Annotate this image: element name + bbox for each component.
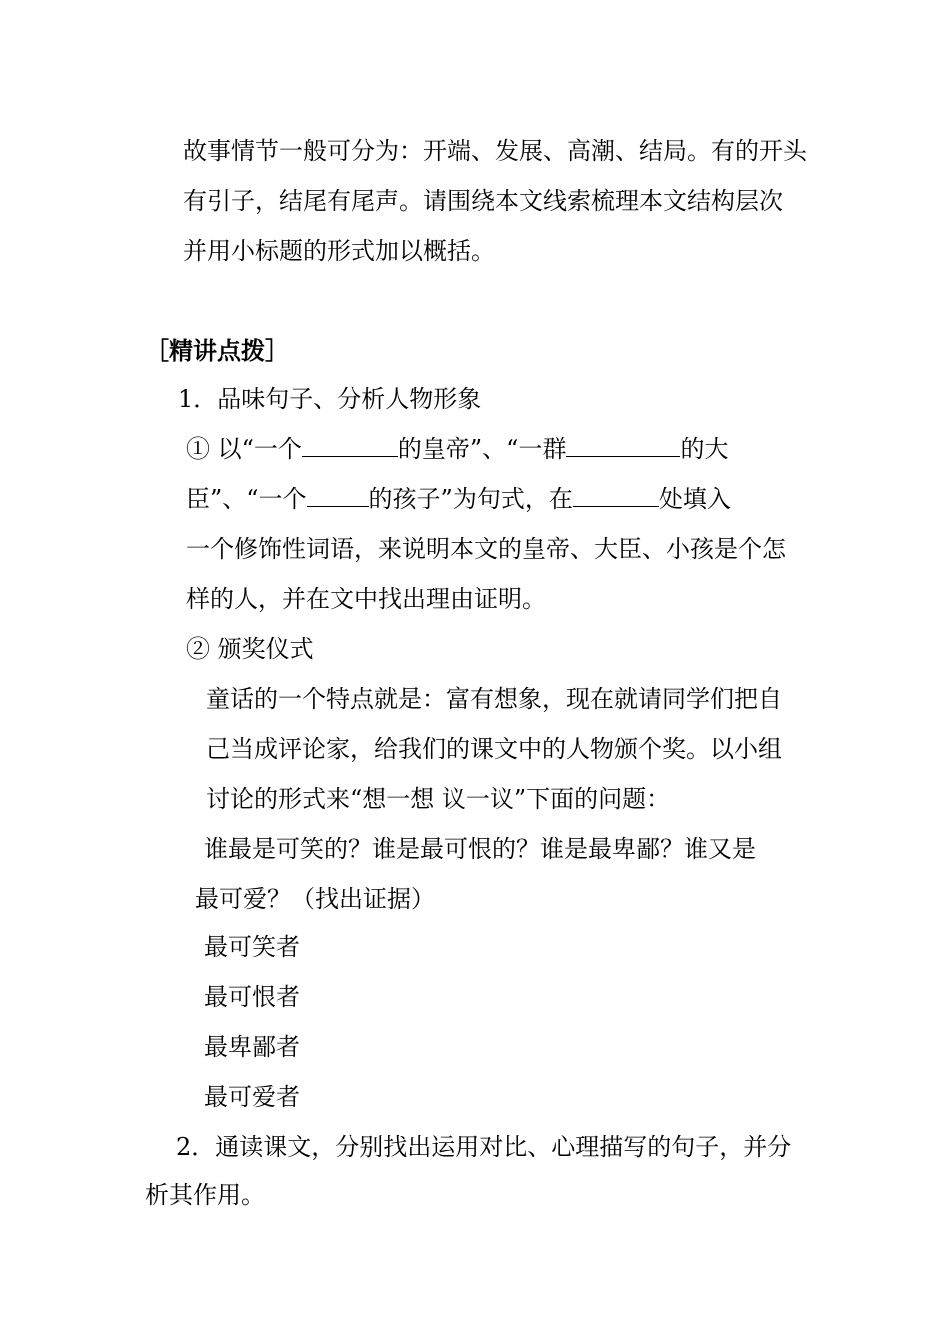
award-most-despicable: 最卑鄙者: [204, 1033, 300, 1061]
q1-text-e: 的孩子”为句式，在: [368, 485, 573, 513]
q2-line-5: 最可爱？（找出证据）: [195, 885, 435, 913]
q1-text-b: 的皇帝”、“一群: [397, 435, 567, 463]
item2-line-2: 析其作用。: [145, 1181, 265, 1209]
fill-blank: [566, 434, 680, 457]
q1-line-4: 样的人，并在文中找出理由证明。: [186, 585, 546, 613]
fill-blank: [573, 484, 659, 507]
q1-text-d: 臣”、“一个: [186, 485, 307, 513]
intro-line-1: 故事情节一般可分为：开端、发展、高潮、结局。有的开头: [183, 137, 807, 165]
section-heading: ［精讲点拨］: [145, 336, 289, 365]
q2-line-3: 讨论的形式来“想一想 议一议”下面的问题：: [206, 785, 671, 813]
intro-line-2: 有引子，结尾有尾声。请围绕本文线索梳理本文结构层次: [183, 187, 783, 215]
q2-line-4: 谁最是可笑的？谁是最可恨的？谁是最卑鄙？谁又是: [204, 835, 756, 863]
q2-line-2: 己当成评论家，给我们的课文中的人物颁个奖。以小组: [206, 735, 782, 763]
q1-text-c: 的大: [680, 435, 729, 463]
q1-text-f: 处填入: [658, 485, 731, 513]
award-most-hateful: 最可恨者: [204, 983, 300, 1011]
fill-blank: [302, 434, 398, 457]
item2-line-1: 2．通读课文，分别找出运用对比、心理描写的句子，并分: [176, 1133, 792, 1161]
award-most-lovable: 最可爱者: [204, 1083, 300, 1111]
q1-line-3: 一个修饰性词语，来说明本文的皇帝、大臣、小孩是个怎: [186, 535, 786, 563]
q2-line-1: 童话的一个特点就是：富有想象，现在就请同学们把自: [206, 685, 782, 713]
q1-line-1: [186, 434, 728, 464]
q1-text-a: ① 以“一个: [186, 435, 302, 463]
item1-title: 1．品味句子、分析人物形象: [178, 385, 482, 413]
q2-title: ② 颁奖仪式: [186, 635, 314, 663]
q1-line-2: [186, 484, 731, 514]
fill-blank: [307, 484, 369, 507]
award-funniest: 最可笑者: [204, 933, 300, 961]
intro-line-3: 并用小标题的形式加以概括。: [183, 237, 495, 265]
